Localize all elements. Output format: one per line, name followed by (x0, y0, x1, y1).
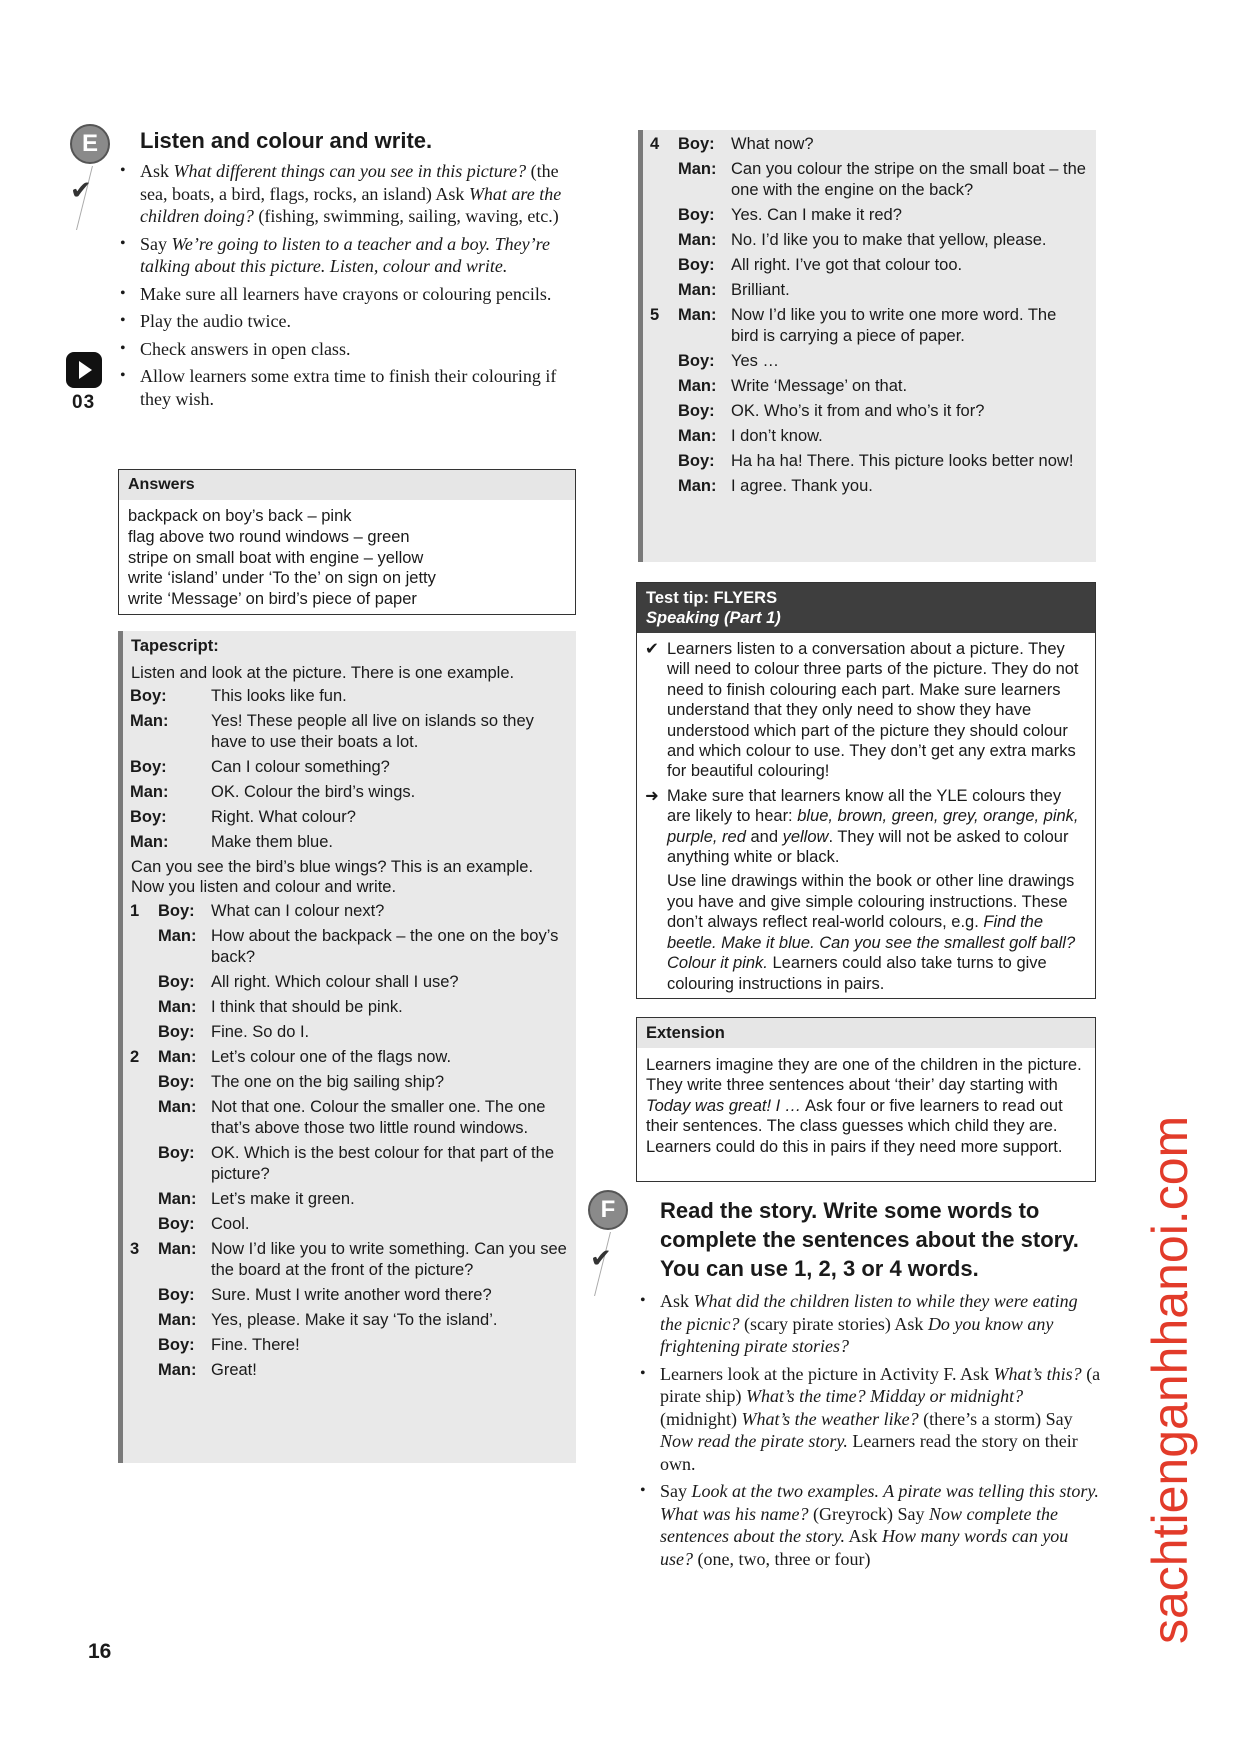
speaker-label: Man: (158, 1360, 197, 1379)
dialogue-text: Sure. Must I write another word there? (211, 1285, 492, 1304)
bullet-item (116, 283, 586, 306)
dialogue-text: What can I colour next? (211, 901, 385, 920)
dialogue-text: Now I’d like you to write one more word. The bird is carrying a piece of paper. (731, 306, 1057, 345)
dialogue-text: Now I’d like you to write something. Can you see the board at the front of the picture? (211, 1239, 567, 1279)
test-tip-items (637, 633, 1095, 994)
dialogue-text: Great! (211, 1360, 257, 1379)
text: Use line drawings within the book or other line drawings you have and give simple colouring instructions. These don’t always reflect real-world colours, e.g. (667, 872, 1075, 932)
italic-text: What’s the time? Midday or midnight? (745, 1386, 1024, 1406)
text: (midnight) (660, 1408, 742, 1429)
speaker-label: Man: (678, 160, 717, 178)
dialogue-line (123, 1189, 576, 1210)
dialogue-line (123, 1335, 576, 1356)
speaker-label: Man: (678, 231, 717, 249)
speaker-label: Boy: (158, 1214, 195, 1233)
answers-title: Answers (119, 470, 575, 500)
dialogue-line (123, 1285, 576, 1306)
dialogue-line (123, 1239, 576, 1281)
dialogue-number: 4 (650, 135, 660, 153)
speaker-label: Man: (130, 711, 169, 730)
speaker-label: Man: (158, 1189, 197, 1208)
dialogue-text: Not that one. Colour the smaller one. The one that’s above those two little round windows. (211, 1097, 546, 1137)
italic-text: How many words can you use? (660, 1526, 1069, 1569)
dialogue-text: Yes. Can I make it red? (731, 206, 902, 224)
speaker-label: Boy: (158, 1285, 195, 1304)
tapescript-middle: Can you see the bird’s blue wings? This is an example. Now you listen and colour and write. (131, 857, 534, 896)
speaker-label: Boy: (158, 1143, 195, 1162)
speaker-label: Boy: (158, 1022, 195, 1041)
speaker-label: Man: (158, 1310, 197, 1329)
tapescript-title: Tapescript: (131, 637, 219, 655)
dialogue-line (123, 1022, 576, 1043)
dialogue-text: Write ‘Message’ on that. (731, 377, 908, 395)
dialogue-text: All right. Which colour shall I use? (211, 972, 459, 991)
italic-text: What’s the weather like? (741, 1408, 919, 1429)
text: (fishing, swimming, sailing, waving, etc.) (253, 206, 559, 226)
dialogue-text: I agree. Thank you. (731, 477, 873, 495)
bullet-item (116, 310, 586, 333)
text: Ask (140, 161, 174, 181)
test-tip-header (637, 583, 1095, 633)
bullet-item (636, 1290, 1101, 1358)
speaker-label: Boy: (158, 1072, 195, 1091)
dialogue-number: 1 (130, 901, 140, 920)
dialogue-line (123, 832, 576, 853)
dialogue-text: Can you colour the stripe on the small boat – the one with the engine on the back? (731, 160, 1086, 199)
dialogue-text: No. I’d like you to make that yellow, please. (731, 231, 1047, 249)
speaker-label: Man: (158, 997, 197, 1016)
italic-text: Do you know any frightening pirate stories? (660, 1313, 1054, 1356)
dialogue-line (123, 1097, 576, 1139)
dialogue-line (643, 351, 1096, 372)
tapescript-left (118, 631, 576, 1463)
dialogue-text: What now? (731, 135, 814, 153)
bulb-f-icon (585, 1190, 631, 1230)
tick-icon: ✔ (590, 1244, 612, 1274)
speaker-label: Boy: (678, 256, 715, 274)
bullet-item (636, 1363, 1101, 1476)
speaker-label: Boy: (158, 1335, 195, 1354)
speaker-label: Man: (158, 926, 197, 945)
dialogue-text: Make them blue. (211, 832, 333, 851)
speaker-label: Boy: (158, 972, 195, 991)
dialogue-line (643, 451, 1096, 472)
dialogue-line (123, 686, 576, 707)
speaker-label: Boy: (130, 807, 167, 826)
speaker-label: Man: (158, 1097, 197, 1116)
tick-icon: ✔ (70, 176, 92, 206)
extension-title: Extension (637, 1018, 1095, 1048)
bullet-item (116, 160, 586, 228)
dialogue-text: Right. What colour? (211, 807, 356, 826)
text: Allow learners some extra time to finish their colouring if they wish. (140, 366, 557, 409)
dialogue-text: The one on the big sailing ship? (211, 1072, 444, 1091)
dialogue-line (643, 280, 1096, 301)
speaker-label: Man: (130, 832, 169, 851)
dialogue-line (643, 426, 1096, 447)
dialogue-text: Can I colour something? (211, 757, 390, 776)
section-f-title: Read the story. Write some words to complete the sentences about the story. You can use 1, 2, 3 or 4 words. (660, 1198, 1079, 1281)
speaker-label: Boy: (130, 686, 167, 705)
tip-item (637, 639, 1095, 782)
answer-line: write ‘island’ under ‘To the’ on sign on jetty (128, 569, 436, 588)
speaker-label: Man: (130, 782, 169, 801)
tapescript-right (638, 130, 1096, 562)
dialogue-line (123, 972, 576, 993)
tip-item (637, 871, 1095, 993)
speaker-label: Man: (678, 377, 717, 395)
test-tip-box (636, 582, 1096, 999)
dialogue-text: OK. Which is the best colour for that part of the picture? (211, 1143, 554, 1183)
section-e-bullets (116, 160, 586, 415)
bulb-letter: E (70, 124, 110, 164)
dialogue-line (123, 901, 576, 922)
text: (one, two, three or four) (693, 1548, 871, 1569)
dialogue-line (123, 1047, 576, 1068)
audio-track-number: 03 (72, 392, 96, 413)
dialogue-line (123, 926, 576, 968)
dialogue-text: Yes … (731, 352, 780, 370)
dialogue-line (123, 997, 576, 1018)
speaker-label: Man: (158, 1239, 197, 1258)
italic-text: What’s this? (993, 1363, 1082, 1384)
dialogue-text: OK. Who’s it from and who’s it for? (731, 402, 985, 420)
speaker-label: Man: (158, 1047, 197, 1066)
dialogue-line (643, 230, 1096, 251)
bullet-item (116, 338, 586, 361)
dialogue-text: How about the backpack – the one on the boy’s back? (211, 926, 559, 966)
test-tip-title: Test tip: FLYERS (646, 589, 778, 607)
dialogue-text: I don’t know. (731, 427, 823, 445)
speaker-label: Man: (678, 477, 717, 495)
text: . They will not be asked to colour anything white or black. (667, 827, 1069, 867)
speaker-label: Boy: (130, 757, 167, 776)
text: Make sure that learners know all the YLE colours they are likely to hear: (667, 786, 1062, 826)
text: (a pirate ship) (660, 1363, 1101, 1406)
audio-play-icon (66, 352, 102, 388)
speaker-label: Boy: (678, 402, 715, 420)
dialogue-line (643, 476, 1096, 497)
text: Say (140, 233, 172, 254)
speaker-label: Man: (678, 306, 717, 324)
section-e-title: Listen and colour and write. (140, 128, 433, 153)
dialogue-line (123, 1360, 576, 1381)
answer-line: stripe on small boat with engine – yellow (128, 548, 424, 567)
dialogue-line (643, 205, 1096, 226)
dialogue-number: 3 (130, 1239, 140, 1258)
dialogue-line (123, 807, 576, 828)
bulb-e-icon (67, 124, 113, 164)
dialogue-line (643, 305, 1096, 347)
speaker-label: Boy: (678, 135, 715, 153)
bullet-item (116, 365, 586, 410)
page-number: 16 (88, 1640, 112, 1663)
dialogue-text: Cool. (211, 1214, 250, 1233)
dialogue-line (123, 782, 576, 803)
text: Learners read the story on their own. (660, 1431, 1078, 1474)
answers-list (119, 500, 575, 616)
test-tip-subtitle: Speaking (Part 1) (646, 609, 781, 627)
speaker-label: Boy: (158, 901, 195, 920)
tapescript-numbered-continued (643, 134, 1096, 497)
bullet-item (116, 233, 586, 278)
text: Learners look at the picture in Activity F. Ask (660, 1363, 994, 1384)
arrow-right-icon: ➜ (645, 785, 659, 805)
text: Learners imagine they are one of the children in the picture. They write three sentences about ‘their’ day starting with (646, 1056, 1082, 1095)
text: Play the audio twice. (140, 311, 291, 331)
tapescript-intro: Listen and look at the picture. There is one example. (131, 664, 515, 682)
dialogue-line (643, 376, 1096, 397)
dialogue-line (123, 1072, 576, 1093)
italic-text: Today was great! I … (646, 1096, 802, 1115)
bullet-item (636, 1480, 1101, 1570)
dialogue-text: All right. I’ve got that colour too. (731, 256, 963, 274)
speaker-label: Boy: (678, 352, 715, 370)
section-f-bullets (636, 1290, 1101, 1575)
italic-text: What different things can you see in this picture? (173, 161, 527, 181)
dialogue-line (643, 134, 1096, 155)
dialogue-text: Ha ha ha! There. This picture looks better now! (731, 452, 1074, 470)
italic-text: What did the children listen to while they were eating the picnic? (660, 1291, 1078, 1334)
text: (scary pirate stories) Ask (739, 1313, 928, 1334)
dialogue-line (643, 401, 1096, 422)
speaker-label: Boy: (678, 206, 715, 224)
check-icon: ✔ (645, 639, 659, 658)
tip-item (637, 786, 1095, 868)
italic-text: Now complete the sentences about the story. (660, 1503, 1058, 1546)
dialogue-text: This looks like fun. (211, 686, 347, 705)
dialogue-text: Let’s make it green. (211, 1189, 355, 1208)
text: Ask four or five learners to read out their sentences. The class guesses which child they are. Learners could do this in pairs if they need more support. (646, 1096, 1063, 1156)
text: Ask (844, 1526, 882, 1546)
dialogue-line (123, 711, 576, 753)
dialogue-line (123, 1214, 576, 1235)
dialogue-text: OK. Colour the bird’s wings. (211, 782, 416, 801)
text: (Greyrock) Say (808, 1503, 929, 1524)
italic-text: yellow (782, 827, 829, 846)
answers-box (118, 469, 576, 615)
dialogue-text: Yes! These people all live on islands so they have to use their boats a lot. (211, 711, 534, 751)
dialogue-line (123, 757, 576, 778)
dialogue-text: Yes, please. Make it say ‘To the island’. (211, 1310, 498, 1329)
dialogue-line (643, 159, 1096, 201)
italic-text: Find the beetle. Make it blue. Can you see the smallest golf ball? Colour it pink. (667, 913, 1076, 973)
text: (there’s a storm) Say (918, 1408, 1073, 1429)
text: Learners listen to a conversation about a picture. They will need to colour three parts of the picture. They do not need to finish colouring each part. Make sure learners understand that they only need to show they have understood which part of the picture they should colour and which colour to use. They don’t get any extra marks for beautiful colouring! (667, 640, 1079, 781)
speaker-label: Man: (678, 427, 717, 445)
bulb-letter: F (588, 1190, 628, 1230)
dialogue-number: 2 (130, 1047, 140, 1066)
dialogue-line (643, 255, 1096, 276)
dialogue-text: Fine. So do I. (211, 1022, 310, 1041)
tapescript-example (123, 686, 576, 853)
extension-box (636, 1017, 1096, 1182)
extension-body (637, 1048, 1095, 1164)
dialogue-text: Let’s colour one of the flags now. (211, 1047, 452, 1066)
dialogue-line (123, 1143, 576, 1185)
text: Learners could also take turns to give colouring instructions in pairs. (667, 954, 1047, 993)
speaker-label: Man: (678, 281, 717, 299)
text: Ask (660, 1291, 694, 1311)
text: (the sea, boats, a bird, flags, rocks, an island) Ask (140, 161, 559, 204)
answer-line: flag above two round windows – green (128, 527, 410, 546)
text: and (745, 827, 783, 846)
italic-text: Now read the pirate story. (660, 1431, 848, 1451)
italic-text: blue, brown, green, grey, orange, pink, purple, red (667, 807, 1079, 846)
tapescript-numbered (123, 901, 576, 1381)
watermark: sachtienganhhanoi.com (1142, 1115, 1198, 1644)
speaker-label: Boy: (678, 452, 715, 470)
italic-text: Look at the two examples. A pirate was telling this story. What was his name? (660, 1481, 1099, 1524)
text: Make sure all learners have crayons or colouring pencils. (140, 283, 552, 304)
answer-line: write ‘Message’ on bird’s piece of paper (128, 590, 417, 609)
dialogue-text: Fine. There! (211, 1335, 300, 1354)
dialogue-text: Brilliant. (731, 281, 790, 299)
text: Check answers in open class. (140, 338, 351, 359)
italic-text: We’re going to listen to a teacher and a boy. They’re talking about this picture. Listen, colour and write. (140, 233, 550, 276)
dialogue-text: I think that should be pink. (211, 997, 403, 1016)
text: Say (660, 1481, 692, 1501)
dialogue-number: 5 (650, 306, 660, 324)
answer-line: backpack on boy’s back – pink (128, 507, 352, 525)
dialogue-line (123, 1310, 576, 1331)
italic-text: What are the children doing? (140, 183, 562, 226)
